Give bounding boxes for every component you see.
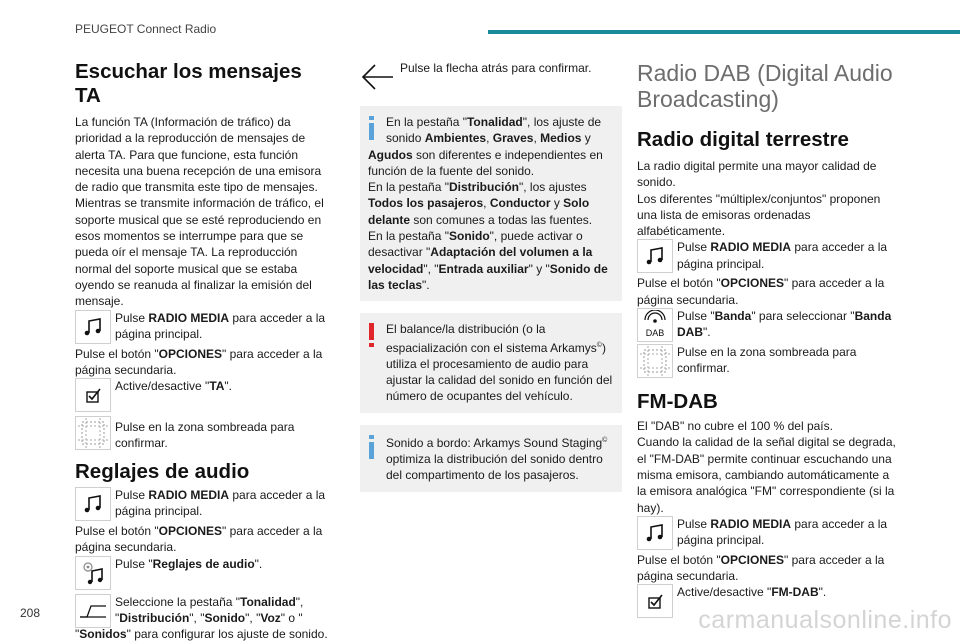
radio-media-label: RADIO MEDIA — [148, 310, 230, 325]
shaded-zone-icon — [637, 344, 673, 378]
music-note-icon — [75, 487, 111, 521]
audio-step-options: Pulse el botón "OPCIONES" para acceder a la página secundaria. — [75, 524, 323, 555]
column-1 — [75, 60, 330, 643]
audio-step-tab-cont: "Sonidos" para configurar los ajuste de sonido. — [75, 627, 328, 642]
header-title: PEUGEOT Connect Radio — [75, 22, 217, 36]
ta-step-radio-media: Pulse RADIO MEDIA para acceder a la página principal. — [75, 310, 330, 346]
chapter-title-dab: Radio DAB (Digital Audio Broadcasting) — [637, 60, 893, 112]
dab-band-icon — [637, 308, 673, 342]
section-heading-audio: Reglajes de audio — [75, 460, 250, 484]
fmdab-step-radio-media: Pulse RADIO MEDIA para acceder a la página principal. — [637, 516, 899, 552]
fmdab-step-options: Pulse el botón "OPCIONES" para acceder a la página secundaria. — [637, 552, 885, 584]
section-heading-dab: Radio digital terrestre — [637, 128, 849, 151]
fmdab-step-toggle: Active/desactive "FM-DAB". — [637, 584, 899, 620]
svg-text:DAB: DAB — [645, 328, 665, 339]
dab-step-radio-media: Pulse RADIO MEDIA para acceder a la página principal. — [637, 239, 899, 275]
dab-paragraph: La radio digital permite una mayor calidad de sonido. Los diferentes "múltiplex/conjuntos" proponen una lista de emisoras ordenadas alfabéticamente. — [637, 159, 881, 239]
column-2 — [360, 60, 622, 492]
watermark: carmanualsonline.info — [698, 606, 952, 634]
audio-settings-icon — [75, 556, 111, 590]
checkbox-toggle-icon — [637, 584, 673, 618]
back-step: Pulse la flecha atrás para confirmar. — [360, 60, 622, 96]
info-note-1: En la pestaña "Tonalidad", los ajuste de sonido Ambientes, Graves, Medios y Agudos son diferentes e independientes en función de la fuente del sonido. En la pestaña "Distribución", los ajustes Todos los pasajeros, Conductor y Solo delante son comunes a todas las fuentes. En la pestaña "Sonido", puede activar o desactivar "Adaptación del volumen a la velocidad", "Entrada auxiliar" y "Sonido de las teclas". — [360, 106, 622, 301]
ta-step-shaded: Pulse en la zona sombreada para confirmar. — [75, 416, 330, 452]
page-number: 208 — [20, 606, 41, 620]
music-note-icon — [75, 310, 111, 344]
header-accent-bar — [488, 30, 960, 34]
music-note-icon — [637, 239, 673, 273]
dab-step-band: DAB Pulse "Banda" para seleccionar "Banda DAB". — [637, 308, 899, 344]
section-heading-ta: Escuchar los mensajes TA — [75, 60, 302, 107]
back-arrow-icon — [360, 60, 396, 94]
tab-icon — [75, 594, 111, 628]
column-3 — [637, 60, 899, 620]
shaded-zone-icon — [75, 416, 111, 450]
fmdab-paragraph: El "DAB" no cubre el 100 % del país. Cuando la calidad de la señal digital se degrada, el "FM-DAB" permite continuar escuchando una misma emisora, cambiando automáticamente a la emisora analógica "FM" correspondiente (si la hay). — [637, 419, 896, 515]
audio-step-tab: Seleccione la pestaña "Tonalidad", "Distribución", "Sonido", "Voz" o " — [75, 594, 330, 627]
ta-step-toggle: Active/desactive "TA". — [75, 378, 330, 414]
info-note-2: Sonido a bordo: Arkamys Sound Staging© optimiza la distribución del sonido dentro del compartimento de los pasajeros. — [360, 425, 622, 492]
checkbox-toggle-icon — [75, 378, 111, 412]
section-heading-fmdab: FM-DAB — [637, 390, 718, 414]
audio-step-settings: Pulse "Reglajes de audio". — [75, 556, 330, 592]
warning-mark — [369, 323, 374, 347]
audio-step-radio-media: Pulse RADIO MEDIA para acceder a la página principal. — [75, 487, 330, 523]
warning-note: El balance/la distribución (o la espacialización con el sistema Arkamys©) utiliza el procesamiento de audio para ajustar la calidad del sonido en función del número de ocupantes del vehículo. — [360, 313, 622, 412]
info-mark — [369, 116, 374, 140]
music-note-icon — [637, 516, 673, 550]
info-mark — [369, 435, 374, 459]
dab-step-shaded: Pulse en la zona sombreada para confirmar. — [637, 344, 899, 380]
ta-step-options: Pulse el botón "OPCIONES" para acceder a la página secundaria. — [75, 346, 323, 377]
ta-paragraph: La función TA (Información de tráfico) da prioridad a la reproducción de mensajes de alerta TA. Para que funcione, esta función necesita una buena recepción de una emisora de radio que transmita este tipo de mensajes. Mientras se transmite información de tráfico, el soporte musical que se esté reproduciendo en esos momentos se interrumpe para que se pueda oír el mensaje TA. La reproducción normal del soporte musical que se estaba oyendo se reanuda al finalizar la emisión del mensaje. — [75, 115, 324, 309]
dab-step-options: Pulse el botón "OPCIONES" para acceder a la página secundaria. — [637, 276, 885, 307]
